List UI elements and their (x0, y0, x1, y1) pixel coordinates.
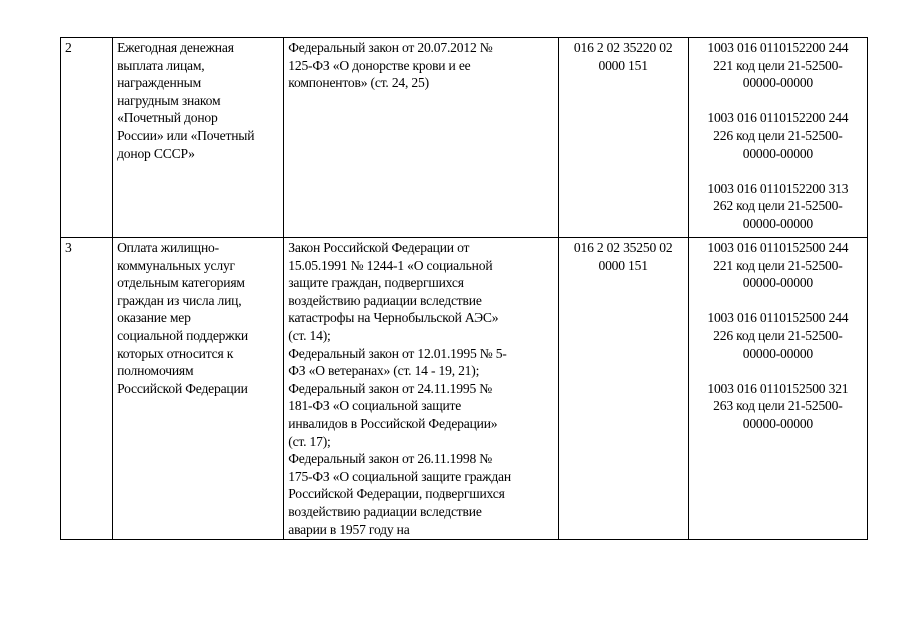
expense-code-line: 221 код цели 21-52500- (713, 257, 843, 273)
legal-basis-line: (ст. 14); (288, 327, 331, 343)
legal-basis-line: компонентов» (ст. 24, 25) (288, 75, 429, 91)
expense-code-cell (688, 38, 867, 238)
expense-code-line: 1003 016 0110152200 244 (707, 40, 849, 55)
legal-basis-line: катастрофы на Чернобыльской АЭС» (288, 310, 499, 326)
budget-table (60, 37, 868, 540)
payment-name-line: Оплата жилищно- (117, 240, 219, 255)
table-row (61, 38, 868, 238)
revenue-code-line: 0000 151 (598, 257, 648, 273)
expense-code-line: 00000-00000 (742, 345, 814, 361)
payment-name-line: граждан из числа лиц, (117, 292, 242, 308)
legal-basis-line: Российской Федерации, подвергшихся (288, 486, 505, 502)
expense-code-block (693, 39, 863, 92)
legal-basis-line: защите граждан, подвергшихся (288, 275, 464, 291)
legal-basis-line: ФЗ «О ветеранах» (ст. 14 - 19, 21); (288, 363, 480, 379)
document-page (60, 37, 868, 540)
payment-name-line: отдельным категориям (117, 275, 245, 291)
legal-basis-line: воздействию радиации вследствие (288, 292, 482, 308)
legal-basis-line: 181-ФЗ «О социальной защите (288, 398, 462, 414)
payment-name-line: полномочиям (117, 363, 194, 379)
revenue-code-cell (558, 238, 688, 540)
revenue-code-cell (558, 38, 688, 238)
row-number: 2 (65, 40, 72, 55)
expense-code-line: 1003 016 0110152500 321 (707, 380, 849, 396)
expense-code-line: 1003 016 0110152200 244 (707, 110, 849, 126)
legal-basis-line: воздействию радиации вследствие (288, 503, 482, 519)
payment-name-line: оказание мер (117, 310, 191, 326)
expense-code-line: 00000-00000 (742, 145, 814, 161)
row-number-cell (61, 238, 113, 540)
expense-code-line: 262 код цели 21-52500- (713, 198, 843, 214)
payment-name-line: социальной поддержки (117, 327, 248, 343)
payment-name-line: Российской Федерации (117, 380, 248, 396)
expense-code-block (693, 239, 863, 292)
payment-name-line: Ежегодная денежная (117, 40, 234, 55)
expense-code-line: 226 код цели 21-52500- (713, 327, 843, 343)
expense-code-line: 221 код цели 21-52500- (713, 57, 843, 73)
expense-code-line: 00000-00000 (742, 415, 814, 431)
expense-code-block (693, 380, 863, 433)
row-number-cell (61, 38, 113, 238)
expense-code-line: 00000-00000 (742, 215, 814, 231)
legal-basis-line: аварии в 1957 году на (288, 521, 410, 537)
revenue-code-line: 016 2 02 35250 02 (573, 240, 673, 255)
revenue-code-line: 016 2 02 35220 02 (573, 40, 673, 55)
legal-basis-line: Федеральный закон от 26.11.1998 № (288, 451, 493, 467)
expense-code-line: 226 код цели 21-52500- (713, 127, 843, 143)
payment-name-line: которых относится к (117, 345, 234, 361)
expense-code-line: 00000-00000 (742, 275, 814, 291)
legal-basis-cell (284, 238, 558, 540)
table-row (61, 238, 868, 540)
payment-name-line: коммунальных услуг (117, 257, 235, 273)
expense-code-block (693, 180, 863, 233)
payment-name-line: «Почетный донор (117, 110, 218, 126)
expense-code-line: 1003 016 0110152500 244 (707, 240, 849, 255)
legal-basis-line: Федеральный закон от 12.01.1995 № 5- (288, 345, 507, 361)
expense-code-cell (688, 238, 867, 540)
expense-code-line: 1003 016 0110152500 244 (707, 310, 849, 326)
expense-code-line: 1003 016 0110152200 313 (707, 180, 849, 196)
legal-basis-line: инвалидов в Российской Федерации» (288, 415, 498, 431)
legal-basis-line: Федеральный закон от 20.07.2012 № (288, 40, 493, 55)
payment-name-line: выплата лицам, (117, 57, 205, 73)
payment-name-line: награжденным (117, 75, 202, 91)
expense-code-line: 263 код цели 21-52500- (713, 398, 843, 414)
legal-basis-line: 15.05.1991 № 1244-1 «О социальной (288, 257, 493, 273)
payment-name-line: России» или «Почетный (117, 127, 255, 143)
row-number: 3 (65, 240, 72, 255)
legal-basis-line: Федеральный закон от 24.11.1995 № (288, 380, 493, 396)
payment-name-cell (113, 38, 284, 238)
legal-basis-cell (284, 38, 558, 238)
legal-basis-line: Закон Российской Федерации от (288, 240, 470, 255)
expense-code-block (693, 109, 863, 162)
legal-basis-line: (ст. 17); (288, 433, 331, 449)
payment-name-line: нагрудным знаком (117, 92, 221, 108)
expense-code-block (693, 309, 863, 362)
payment-name-cell (113, 238, 284, 540)
payment-name-line: донор СССР» (117, 145, 195, 161)
revenue-code-line: 0000 151 (598, 57, 648, 73)
legal-basis-line: 125-ФЗ «О донорстве крови и ее (288, 57, 471, 73)
expense-code-line: 00000-00000 (742, 75, 814, 91)
legal-basis-line: 175-ФЗ «О социальной защите граждан (288, 468, 511, 484)
